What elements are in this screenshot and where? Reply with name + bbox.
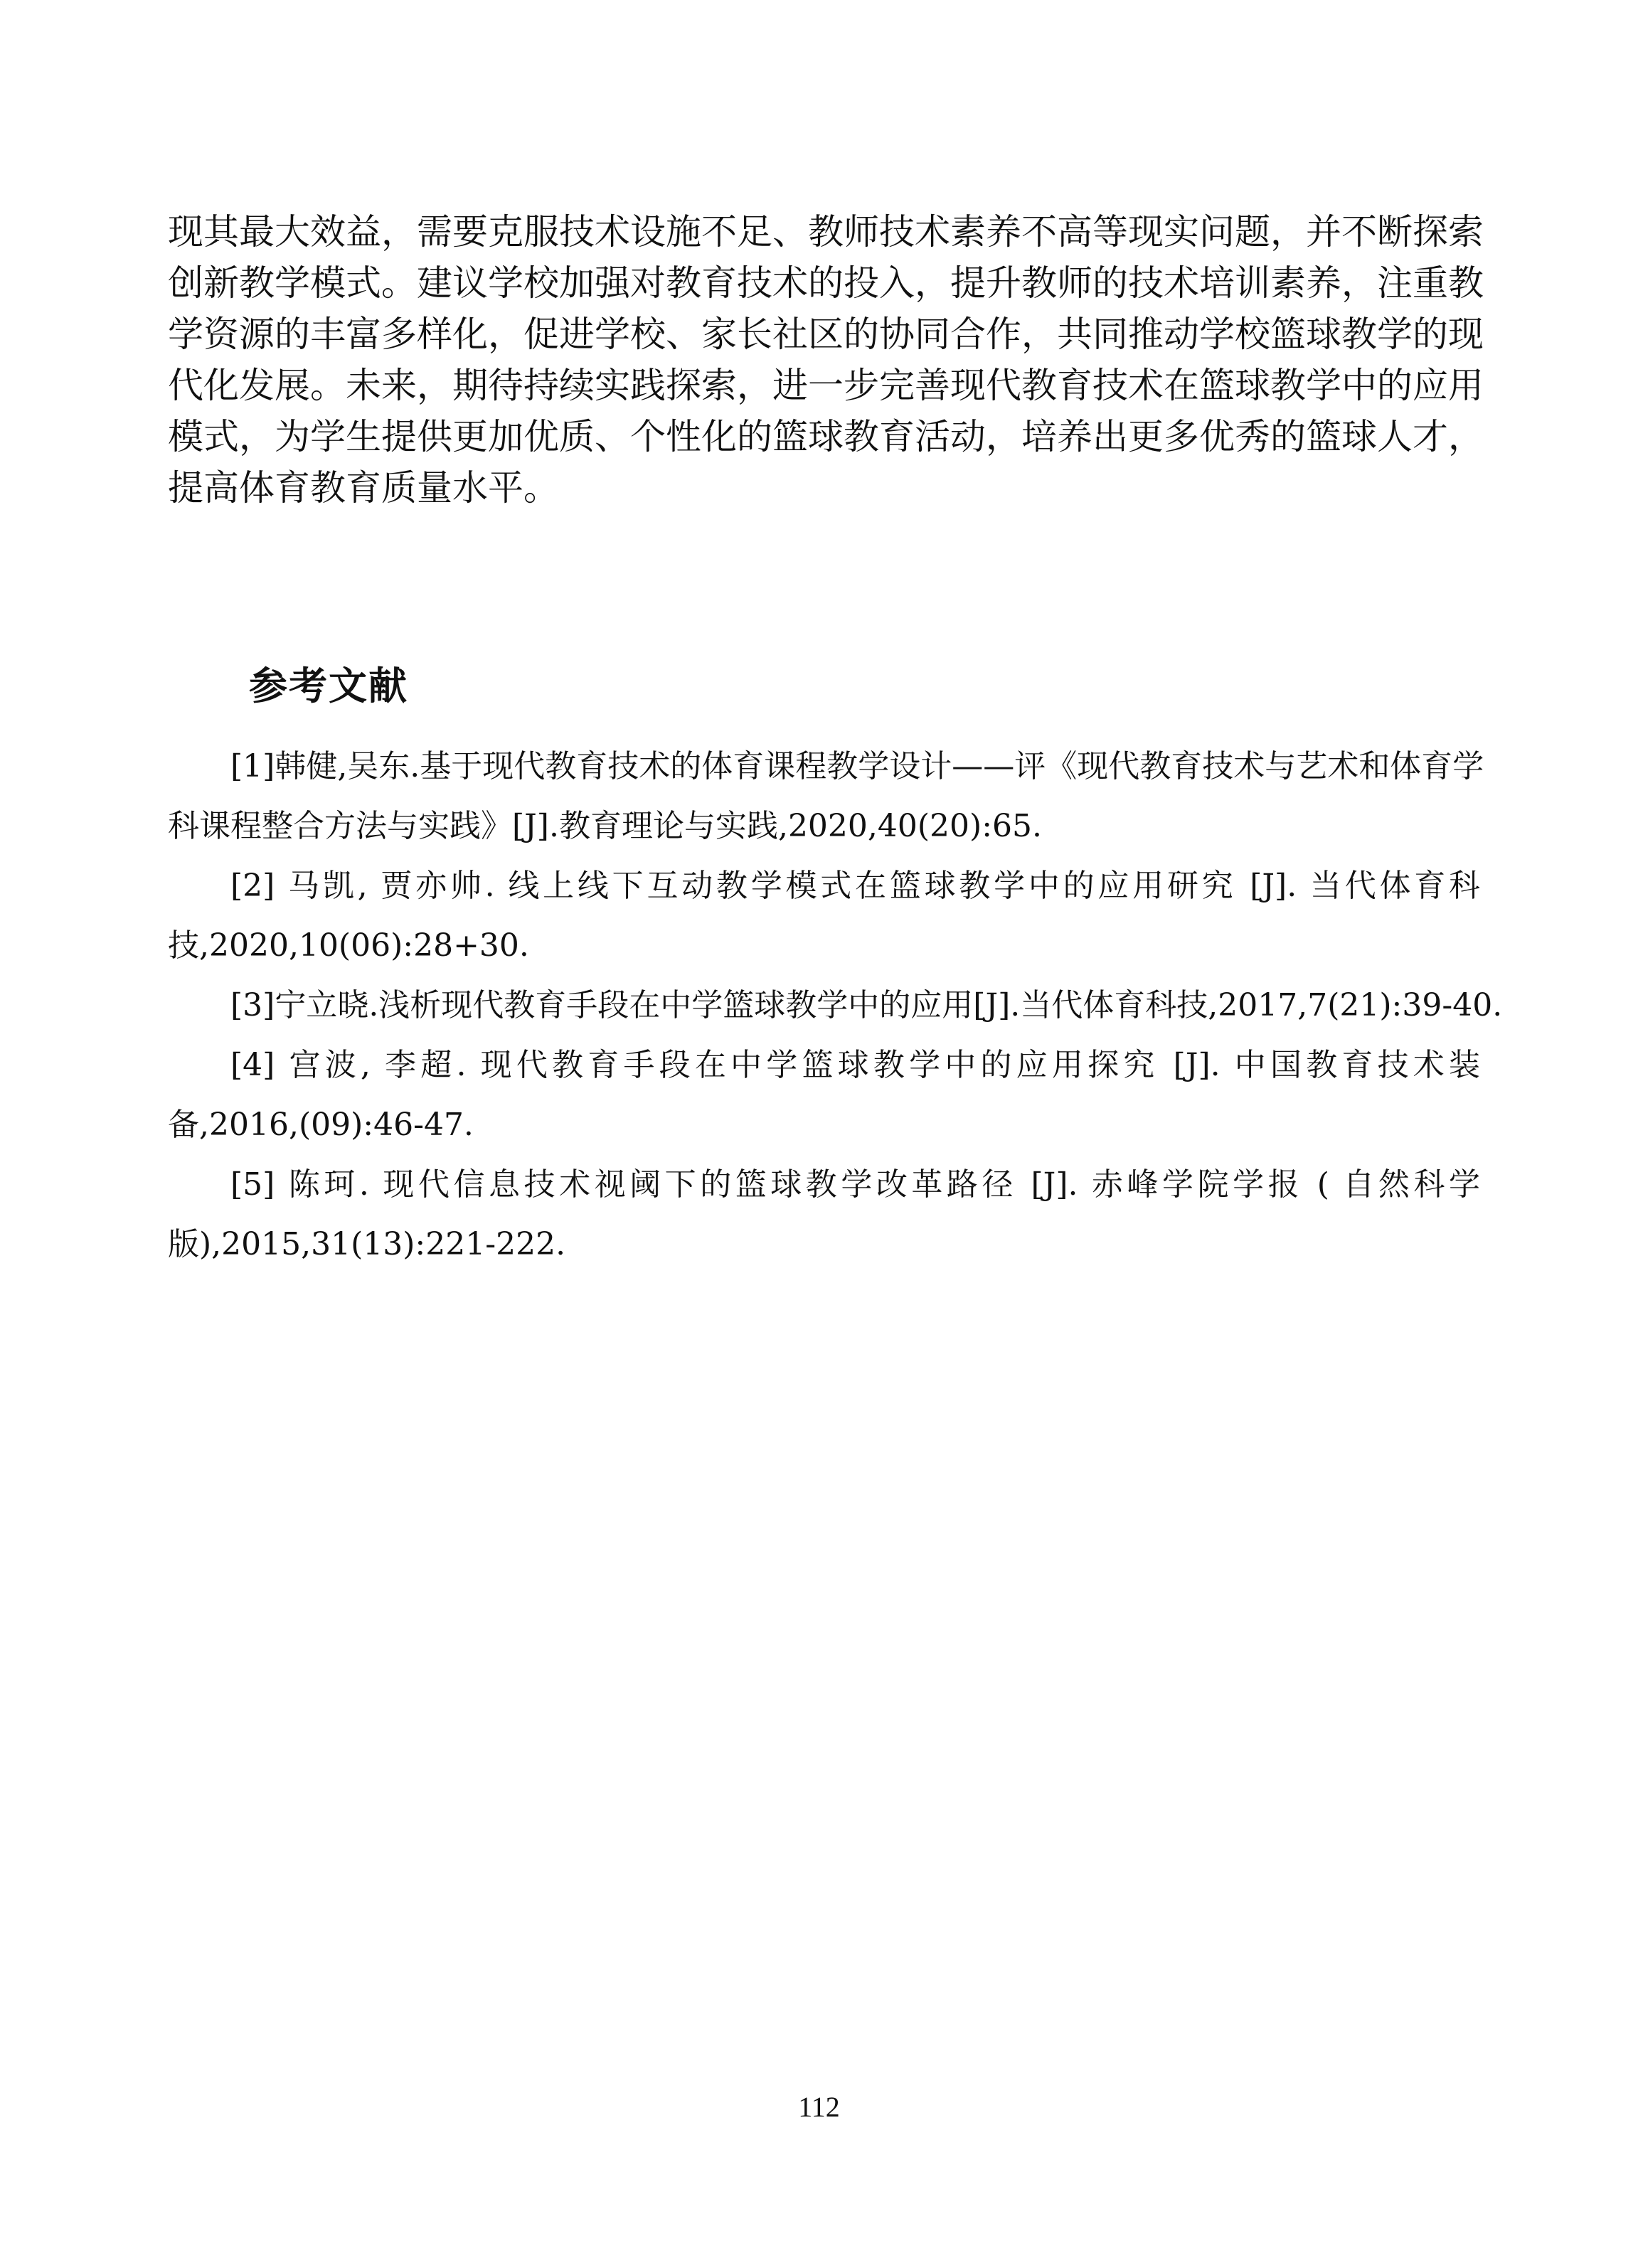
reference-line: [4] 宫波, 李超. 现代教育手段在中学篮球教学中的应用探究 [J]. 中国教育技术装 — [230, 1047, 1480, 1083]
reference-line: 版),2015,31(13):221-222. — [168, 1226, 566, 1262]
references-list — [168, 737, 1503, 1274]
reference-line: [3]宁立晓.浅析现代教育手段在中学篮球教学中的应用[J].当代体育科技,2017,7(21):39-40. — [230, 987, 1503, 1023]
reference-line: 技,2020,10(06):28+30. — [168, 927, 529, 964]
reference-line: [1]韩健,吴东.基于现代教育技术的体育课程教学设计——评《现代教育技术与艺术和体育学 — [230, 748, 1484, 784]
reference-item — [168, 737, 1484, 856]
reference-line: 科课程整合方法与实践》[J].教育理论与实践,2020,40(20):65. — [168, 808, 1043, 844]
page-number: 112 — [798, 2091, 840, 2123]
reference-line: 备,2016,(09):46-47. — [168, 1107, 474, 1143]
references-heading: 参考文献 — [249, 664, 408, 708]
reference-line: [2] 马凯, 贾亦帅. 线上线下互动教学模式在篮球教学中的应用研究 [J]. 当代体育科 — [230, 868, 1480, 904]
body-paragraph — [168, 206, 1484, 513]
body-line: 创新教学模式。建议学校加强对教育技术的投入，提升教师的技术培训素养，注重教 — [168, 262, 1484, 304]
reference-item — [168, 976, 1503, 1035]
reference-item — [168, 856, 1480, 976]
body-line: 代化发展。未来，期待持续实践探索，进一步完善现代教育技术在篮球教学中的应用 — [168, 365, 1484, 406]
body-line: 提高体育教育质量水平。 — [168, 467, 559, 509]
body-line: 学资源的丰富多样化，促进学校、家长社区的协同合作，共同推动学校篮球教学的现 — [168, 314, 1484, 355]
body-line: 现其最大效益，需要克服技术设施不足、教师技术素养不高等现实问题，并不断探索 — [168, 211, 1484, 252]
body-line: 模式，为学生提供更加优质、个性化的篮球教育活动，培养出更多优秀的篮球人才， — [168, 416, 1484, 457]
reference-item — [168, 1155, 1480, 1274]
reference-line: [5] 陈珂. 现代信息技术视阈下的篮球教学改革路径 [J]. 赤峰学院学报 ( 自然科学 — [230, 1166, 1480, 1203]
reference-item — [168, 1035, 1480, 1155]
